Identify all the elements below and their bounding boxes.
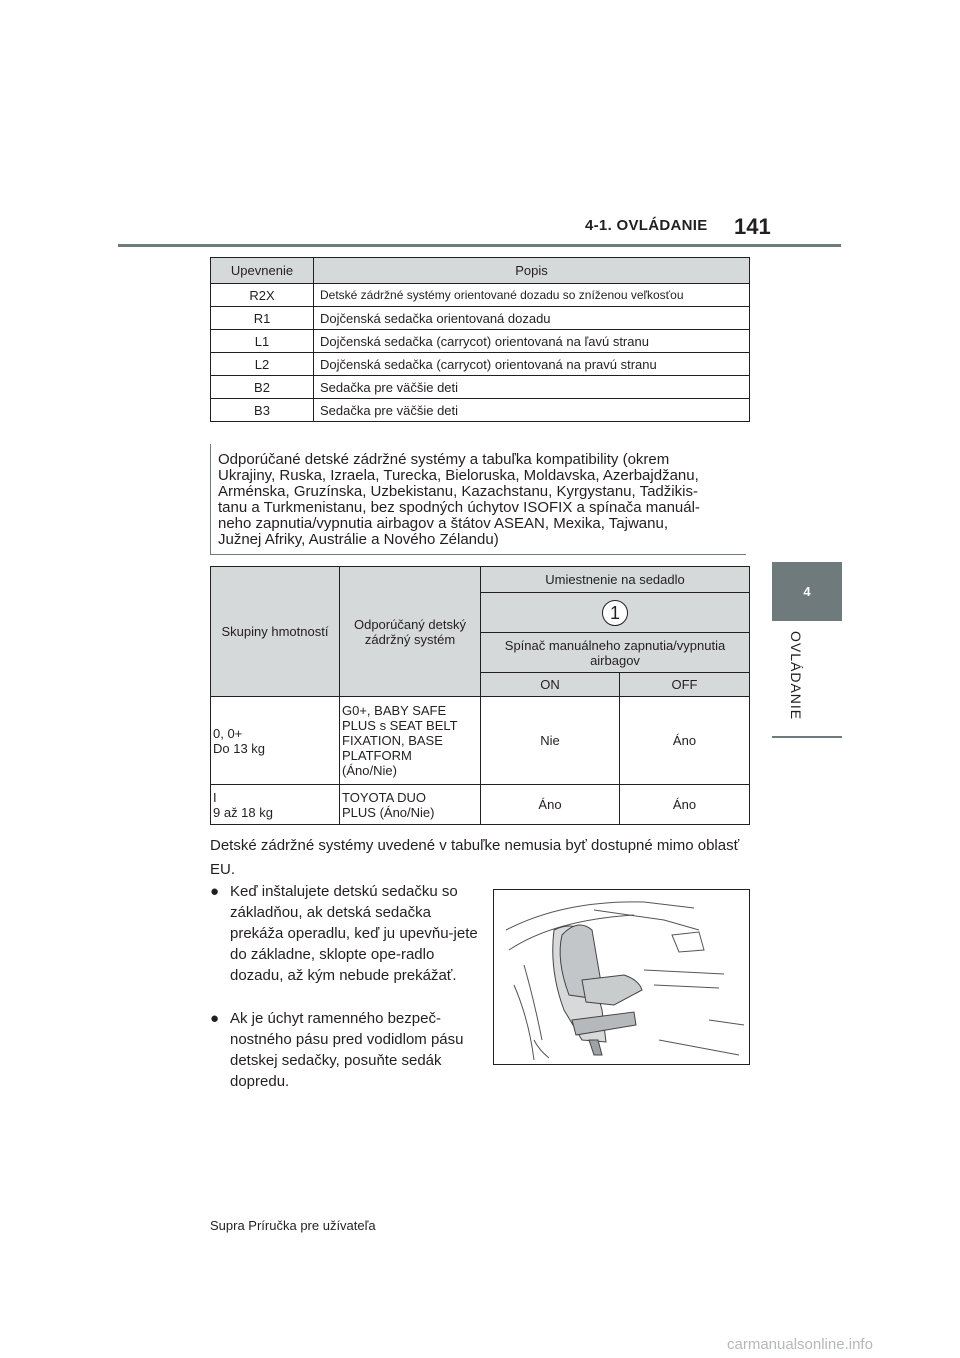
note-line: Odporúčané detské zádržné systémy a tabuľka kompatibility (okrem	[218, 451, 670, 468]
column-header: Upevnenie	[211, 258, 314, 284]
table-cell: Áno	[620, 785, 750, 825]
note-line: neho zapnutia/vypnutia airbagov a štátov ASEAN, Mexika, Tajwanu,	[218, 515, 668, 532]
table-cell: B2	[211, 376, 314, 399]
note-line: Južnej Afriky, Austrálie a Nového Zélandu)	[218, 531, 499, 548]
table-row	[211, 376, 750, 399]
restraint-system-cell	[340, 697, 481, 785]
column-header: ON	[481, 673, 620, 697]
section-title: 4-1. OVLÁDANIE	[585, 217, 708, 234]
bullet-icon: ●	[210, 883, 220, 900]
weight-range: 9 až 18 kg	[213, 804, 273, 820]
column-header: Umiestnenie na sedadlo	[481, 567, 750, 593]
header-rule	[118, 244, 841, 247]
table-cell: Áno	[620, 697, 750, 785]
list-item-text: Keď inštalujete detskú sedačku so základňou, ak detská sedačka prekáža operadlu, keď ju upevňu-jete do základne, sklopte ope-radlo dozadu, až kým nebude prekážať.	[230, 883, 478, 984]
table-cell: Áno	[481, 785, 620, 825]
weight-range: Do 13 kg	[213, 740, 266, 756]
table-cell: Dojčenská sedačka orientovaná dozadu	[314, 307, 750, 330]
chapter-rule	[772, 736, 842, 738]
table-row	[211, 330, 750, 353]
table-cell: L1	[211, 330, 314, 353]
attachment-table	[210, 257, 750, 422]
column-header: Skupiny hmotností	[211, 567, 340, 697]
table-cell: Sedačka pre väčšie deti	[314, 399, 750, 422]
system-line: TOYOTA DUO	[342, 789, 427, 805]
column-header: OFF	[620, 673, 750, 697]
table-row	[211, 307, 750, 330]
seat-number: 1	[602, 600, 628, 626]
table-cell: Detské zádržné systémy orientované dozadu so zníženou veľkosťou	[314, 284, 750, 307]
compatibility-note	[218, 452, 746, 548]
table-cell: R1	[211, 307, 314, 330]
table-row	[211, 697, 750, 785]
list-item	[210, 1008, 480, 1092]
note-line: Ukrajiny, Ruska, Izraela, Turecka, Bieloruska, Moldavska, Azerbajdžanu,	[218, 467, 699, 484]
weight-group-cell	[211, 697, 340, 785]
column-header: Odporúčaný detský zádržný systém	[340, 567, 481, 697]
footer-text: Supra Príručka pre užívateľa	[210, 1218, 376, 1233]
table-cell: B3	[211, 399, 314, 422]
watermark: carmanualsonline.info	[727, 1336, 873, 1353]
note-line: tanu a Turkmenistanu, bez spodných úchytov ISOFIX a spínača manuál-	[218, 499, 700, 516]
table-row	[211, 785, 750, 825]
system-line: PLUS (Áno/Nie)	[342, 804, 435, 820]
compatibility-table	[210, 566, 750, 825]
child-seat-illustration	[493, 889, 750, 1065]
availability-note: Detské zádržné systémy uvedené v tabuľke nemusia byť dostupné mimo oblasť EU.	[210, 837, 740, 878]
system-line: FIXATION, BASE	[342, 733, 443, 748]
chapter-number: 4	[803, 584, 811, 599]
weight-group: I	[213, 789, 217, 805]
system-line: (Áno/Nie)	[342, 763, 397, 778]
table-cell: L2	[211, 353, 314, 376]
table-row	[211, 284, 750, 307]
bullet-icon: ●	[210, 1010, 220, 1027]
table-header-row	[211, 567, 750, 593]
table-row	[211, 399, 750, 422]
restraint-system-cell	[340, 785, 481, 825]
chapter-tab	[772, 562, 842, 621]
table-cell: R2X	[211, 284, 314, 307]
system-line: PLATFORM	[342, 748, 412, 763]
table-cell: Sedačka pre väčšie deti	[314, 376, 750, 399]
system-line: G0+, BABY SAFE	[342, 703, 447, 718]
page-number: 141	[734, 214, 771, 239]
system-line: PLUS s SEAT BELT	[342, 718, 458, 733]
seat-position-cell	[481, 593, 750, 633]
weight-group: 0, 0+	[213, 725, 243, 741]
table-cell: Dojčenská sedačka (carrycot) orientovaná na pravú stranu	[314, 353, 750, 376]
table-header-row	[211, 258, 750, 284]
column-header: Spínač manuálneho zapnutia/vypnutia airbagov	[481, 633, 750, 673]
chapter-label: OVLÁDANIE	[788, 631, 804, 721]
weight-group-cell	[211, 785, 340, 825]
table-cell: Nie	[481, 697, 620, 785]
car-seat-drawing	[494, 890, 749, 1064]
column-header: Popis	[314, 258, 750, 284]
table-row	[211, 353, 750, 376]
list-item	[210, 881, 480, 986]
note-line: Arménska, Gruzínska, Uzbekistanu, Kazachstanu, Kyrgystanu, Tadžikis-	[218, 483, 698, 500]
list-item-text: Ak je úchyt ramenného bezpeč-nostného pásu pred vodidlom pásu detskej sedačky, posuňte sedák dopredu.	[230, 1010, 464, 1090]
table-cell: Dojčenská sedačka (carrycot) orientovaná na ľavú stranu	[314, 330, 750, 353]
